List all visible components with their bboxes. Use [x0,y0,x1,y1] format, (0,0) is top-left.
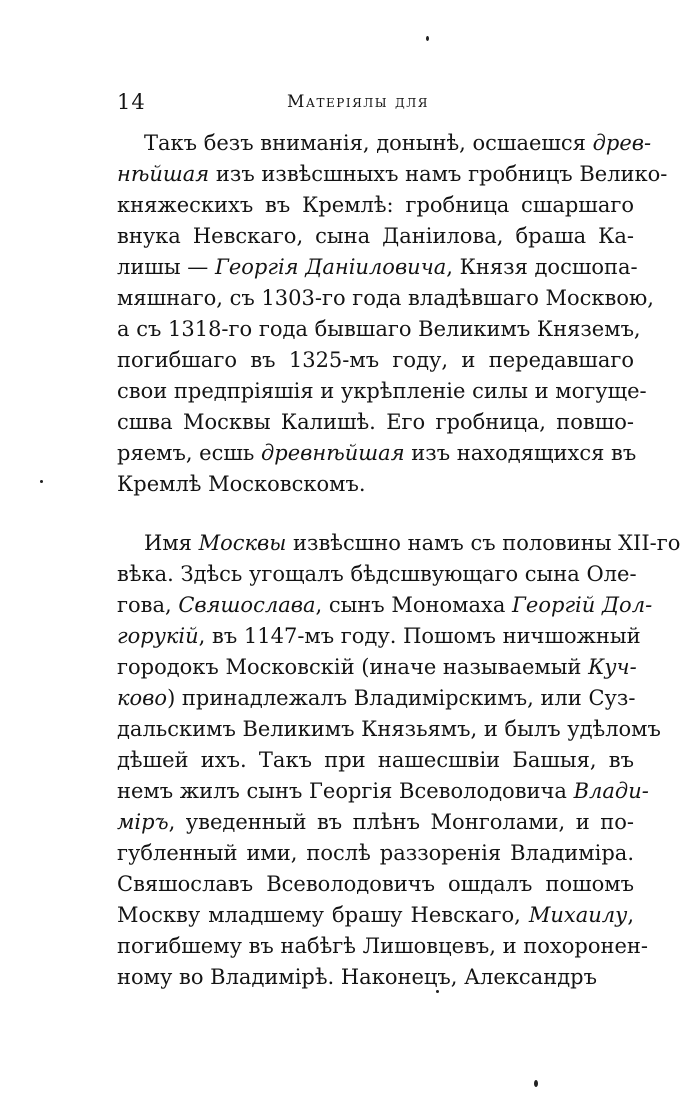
text-line [117,900,634,931]
text-segment: губленный ими, послѣ раззоренія Владиміра. [117,841,634,865]
italic-text: древ- [592,131,652,155]
text-segment: погибшаго въ 1325-мъ году, и передавшаго [117,348,634,372]
text-line [117,745,634,776]
running-head: Матеріялы для [287,92,429,112]
text-segment: внука Невскаго, сына Даніилова, браша Ка- [117,224,634,248]
text-segment: , Князя досшопа- [446,255,638,279]
italic-text: ково [117,686,168,710]
text-line [117,776,649,807]
text-segment: немъ жилъ сынъ Георгія Всеволодовича [117,779,574,803]
text-segment: княжескихъ въ Кремлѣ: гробница сшаршаго [117,193,634,217]
italic-text: міръ [117,810,169,834]
text-segment: вѣка. Здѣсь угощалъ бѣдсшвующаго сына Оле- [117,562,637,586]
text-segment: мяшнаго, съ 1303-го года владѣвшаго Москвою, [117,286,654,310]
text-segment: , сынъ Мономаха [315,593,513,617]
text-segment: ному во Владимірѣ. Наконецъ, Александръ [117,965,597,989]
text-line [117,621,641,652]
text-segment: , [627,903,634,927]
italic-text: Куч- [588,655,637,679]
text-segment: погибшему въ набѣгѣ Лишовцевъ, и похоронен- [117,934,648,958]
text-segment: ряемъ, есшь [117,441,261,465]
text-line [117,590,653,621]
text-segment: , уведенный въ плѣнъ Монголами, и по- [168,810,634,834]
text-line [117,931,648,962]
text-segment: извѣсшно намъ съ половины XII-го [286,531,680,555]
text-line [117,283,654,314]
text-line [117,438,637,469]
text-segment: городокъ Московскій (иначе называемый [117,655,589,679]
text-line [117,407,634,438]
text-line [117,869,634,900]
text-segment: Такъ безъ вниманія, донынѣ, осшаешся [144,131,593,155]
text-line [117,190,634,221]
text-segment: лишы — [117,255,215,279]
italic-text: горукій [117,624,199,648]
text-segment: дальскимъ Великимъ Князьямъ, и былъ удѣломъ [117,717,661,741]
text-line [117,159,668,190]
text-segment: изъ находящихся въ [404,441,637,465]
italic-text: Москвы [198,531,287,555]
italic-text: нѣйшая [117,162,210,186]
text-segment: гова, [117,593,179,617]
text-line [117,652,637,683]
scan-speck [436,990,439,993]
scan-speck [426,36,429,41]
text-segment: дѣшей ихъ. Такъ при нашесшвіи Башыя, въ [117,748,634,772]
paragraph-2 [117,528,680,993]
italic-text: Георгія Даніиловича [214,255,447,279]
text-line [117,559,637,590]
text-line [117,128,652,159]
text-segment: свои предпріяшія и укрѣпленіе силы и могуще- [117,379,647,403]
page-number: 14 [117,90,146,114]
text-line [117,807,634,838]
text-line [117,714,661,745]
italic-text: Михаилу [528,903,628,927]
text-segment: изъ извѣсшныхъ намъ гробницъ Велико- [209,162,668,186]
text-line [117,221,634,252]
text-line [117,376,647,407]
scan-speck [534,1080,538,1087]
page-header [117,90,637,118]
text-segment: ) принадлежалъ Владимірскимъ, или Суз- [167,686,636,710]
text-line [117,683,634,714]
italic-text: Свяшослава [178,593,316,617]
text-segment: Свяшославъ Всеволодовичъ ошдалъ пошомъ [117,872,634,896]
text-segment: сшва Москвы Калишѣ. Его гробница, повшо- [117,410,634,434]
italic-text: Влади- [573,779,649,803]
text-segment: , въ 1147-мъ году. Пошомъ ничшожный [198,624,641,648]
text-line [117,252,638,283]
text-line [117,314,641,345]
italic-text: древнѣйшая [261,441,405,465]
text-segment: а съ 1318-го года бывшаго Великимъ Княземъ, [117,317,641,341]
text-line [117,469,634,500]
text-line [117,838,634,869]
scan-speck [40,480,43,483]
text-segment: Имя [144,531,199,555]
paragraph-1 [117,128,668,500]
text-line [117,962,634,993]
text-line [117,345,634,376]
text-segment: Москву младшему брашу Невскаго, [117,903,529,927]
italic-text: Георгій Дол- [512,593,653,617]
text-line [117,528,680,559]
text-segment: Кремлѣ Московскомъ. [117,472,366,496]
